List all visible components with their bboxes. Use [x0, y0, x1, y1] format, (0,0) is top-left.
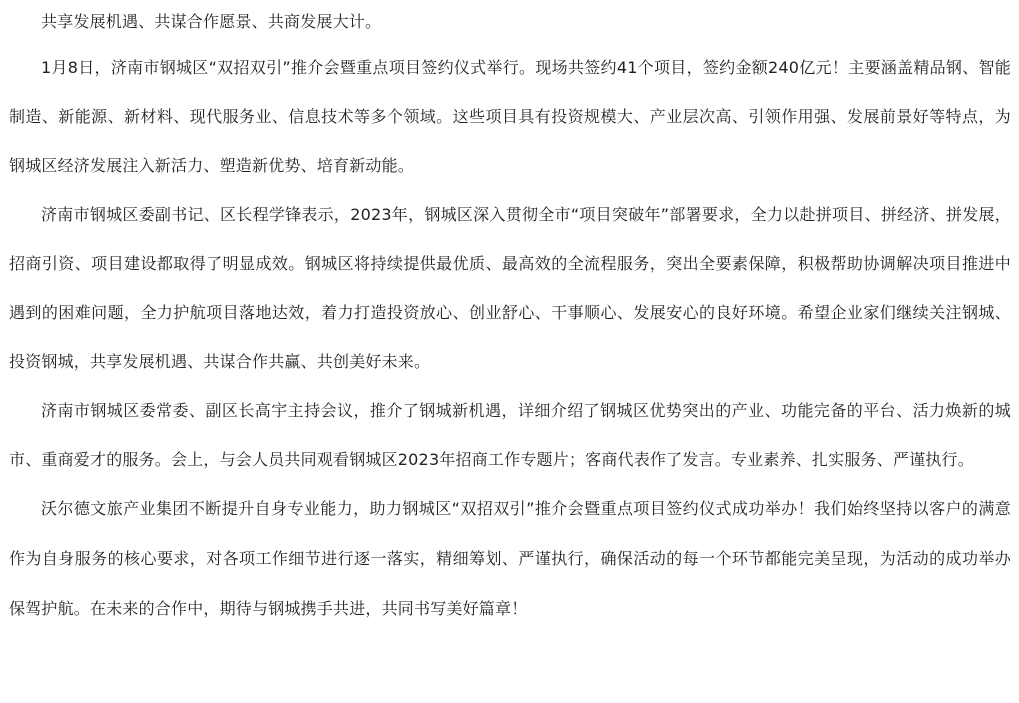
article-paragraph-intro: 共享发展机遇、共谋合作愿景、共商发展大计。 [41, 12, 382, 31]
article-paragraph-company: 沃尔德文旅产业集团不断提升自身专业能力，助力钢城区“双招双引”推介会暨重点项目签约仪式成功举办！我们始终坚持以客户的满意作为自身服务的核心要求，对各项工作细节进行逐一落实，精细筹划、严谨执行，确保活动的每一个环节都能完美呈现，为活动的成功举办保驾护航。在未来的合作中，期待与钢城携手共进，共同书写美好篇章！ [9, 499, 1011, 618]
article-paragraph-district-head: 济南市钢城区委副书记、区长程学锋表示，2023年，钢城区深入贯彻全市“项目突破年”部署要求，全力以赴拼项目、拼经济、拼发展，招商引资、项目建设都取得了明显成效。钢城区将持续提供最优质、最高效的全流程服务，突出全要素保障，积极帮助协调解决项目推进中遇到的困难问题，全力护航项目落地达效，着力打造投资放心、创业舒心、干事顺心、发展安心的良好环境。希望企业家们继续关注钢城、投资钢城，共享发展机遇、共谋合作共赢、共创美好未来。 [9, 205, 1011, 371]
article-paragraph-meeting: 济南市钢城区委常委、副区长高宇主持会议，推介了钢城新机遇，详细介绍了钢城区优势突出的产业、功能完备的平台、活力焕新的城市、重商爱才的服务。会上，与会人员共同观看钢城区2023年招商工作专题片；客商代表作了发言。专业素养、扎实服务、严谨执行。 [9, 401, 1011, 469]
article-body [9, 0, 1011, 634]
article-paragraph-signing: 1月8日，济南市钢城区“双招双引”推介会暨重点项目签约仪式举行。现场共签约41个项目，签约金额240亿元！主要涵盖精品钢、智能制造、新能源、新材料、现代服务业、信息技术等多个领域。这些项目具有投资规模大、产业层次高、引领作用强、发展前景好等特点，为钢城区经济发展注入新活力、塑造新优势、培育新动能。 [9, 58, 1011, 175]
